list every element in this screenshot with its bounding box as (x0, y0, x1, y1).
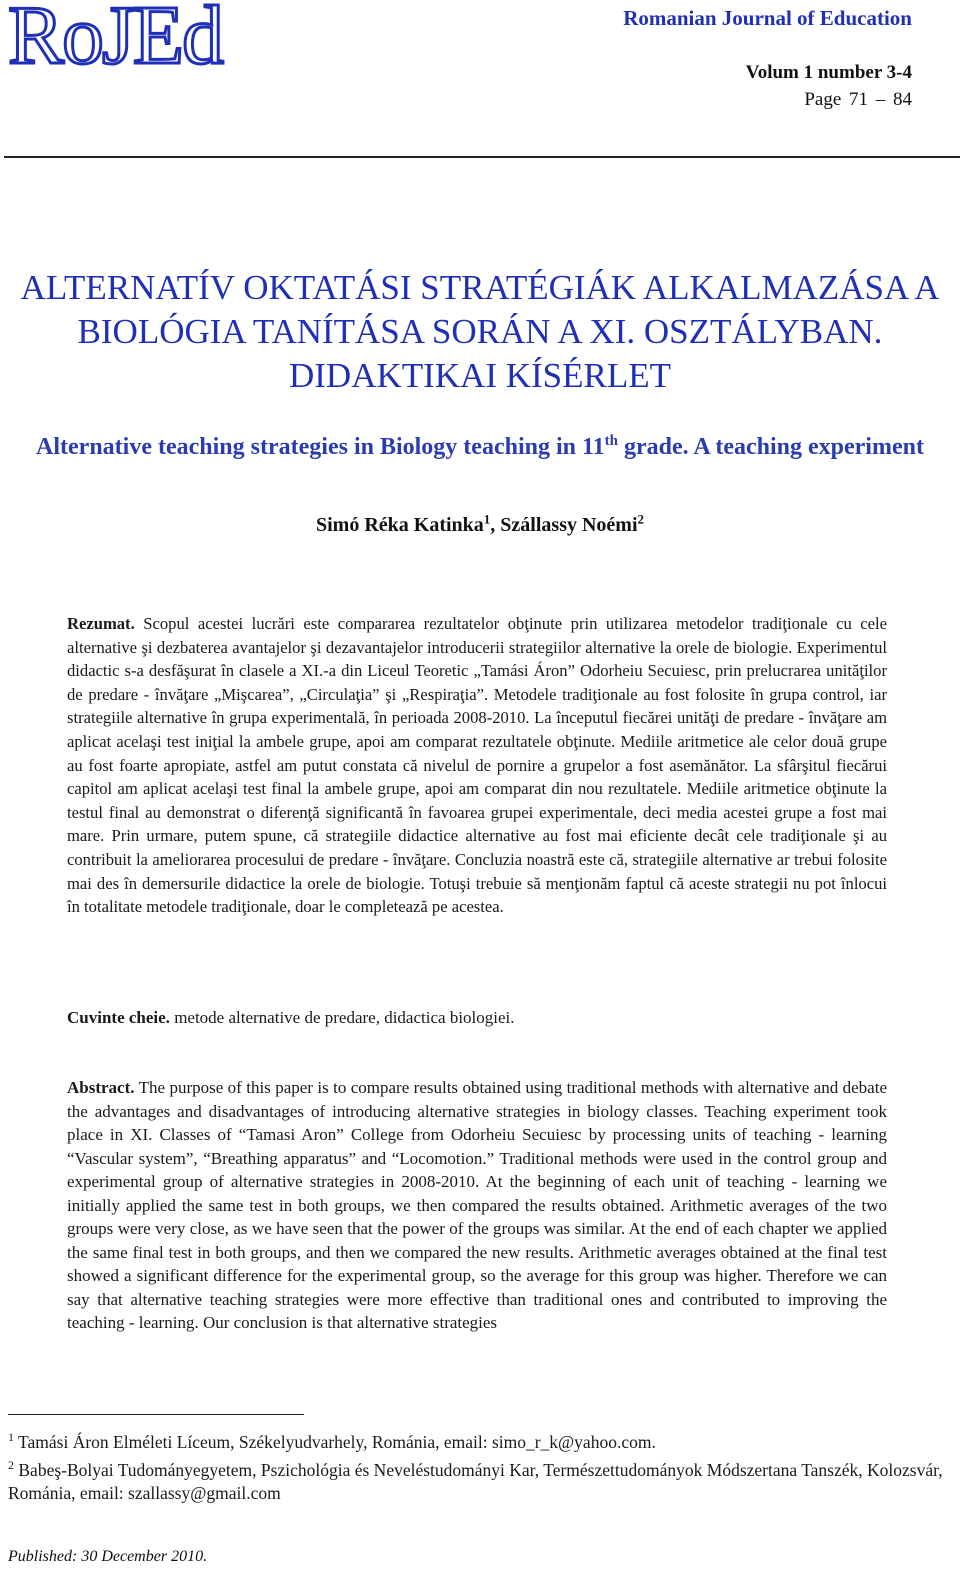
paper-subtitle (20, 430, 940, 464)
journal-logo: RoJEd (8, 0, 223, 82)
footnotes (8, 1426, 952, 1505)
footnote-text: Tamási Áron Elméleti Líceum, Székelyudvarhely, Románia, email: simo_r_k@yahoo.com. (14, 1431, 656, 1452)
author-separator: , (490, 514, 501, 536)
volume-info: Volum 1 number 3-4 (745, 62, 912, 83)
author-list (20, 511, 940, 537)
keywords-paragraph (67, 1006, 887, 1030)
keywords-label: Cuvinte cheie. (67, 1008, 170, 1027)
footnote-number: 1 (8, 1430, 14, 1444)
rezumat-paragraph (67, 612, 887, 919)
author-affiliation-marker: 1 (483, 511, 491, 527)
subtitle-superscript: th (604, 433, 618, 449)
page-range: Page 71 – 84 (804, 89, 912, 110)
publication-date: Published: 30 December 2010. (8, 1548, 208, 1565)
abstract-text: The purpose of this paper is to compare results obtained using traditional methods with alternative and debate the advantages and disadvantages of introducing alternative strategies in biology classes. Teaching experiment took place in XI. Classes of “Tamasi Aron” College from Odorheiu Secuiesc by processing units of teaching - learning “Vascular system”, “Breathing apparatus” and “Locomotion.” Traditional methods were used in the control group and experimental group of alternative strategies in 2008-2010. At the beginning of each unit of teaching - learning we initially applied the same test in both groups, we then compared the results obtained. Arithmetic averages of the two groups were very close, as we have seen that the power of the groups was similar. At the end of each chapter we applied the same final test in both groups, and then we compared the new results. Arithmetic averages obtained at the final test showed a significant difference for the experimental group, so the average for this group was higher. Therefore we can say that alternative teaching strategies were more effective than traditional ones and contributed to improving the teaching - learning. Our conclusion is that alternative strategies (67, 1078, 887, 1332)
author-affiliation-marker: 2 (637, 511, 645, 527)
footnote-item (8, 1454, 952, 1505)
footnote-item (8, 1426, 952, 1454)
footnote-text: Babeş-Bolyai Tudományegyetem, Pszichológia és Neveléstudományi Kar, Természettudományok Módszertana Tanszék, Kolozsvár, Románia, email: szallassy@gmail.com (8, 1459, 943, 1503)
author-name: Simó Réka Katinka (315, 514, 484, 536)
subtitle-text-start: Alternative teaching strategies in Biology teaching in 11 (36, 434, 605, 460)
abstract-label: Abstract. (67, 1078, 135, 1097)
header-divider (4, 156, 960, 158)
footnote-number: 2 (8, 1457, 14, 1472)
rezumat-text: Scopul acestei lucrări este compararea rezultatelor obţinute prin utilizarea metodelor tradiţionale cu cele alternative şi dezbaterea avantajelor şi dezavantajelor introducerii strategiilor alternative la orele de biologie. Experimentul didactic s-a desfăşurat în clasele a XI.-a din Liceul Teoretic „Tamási Áron” Odorheiu Secuiesc, prin prelucrarea unităţilor de predare - învăţare „Mişcarea”, „Circulaţia” şi „Respiraţia”. Metodele tradiţionale au fost folosite în grupa control, iar strategiile alternative în grupa experimentală, în perioada 2008-2010. La începutul fiecărei unităţi de predare - învăţare am aplicat acelaşi test iniţial la ambele grupe, apoi am comparat rezultatele obţinute. Mediile aritmetice ale celor două grupe au fost foarte apropiate, astfel am putut constata că nivelul de pornire a grupelor a fost asemănător. La sfârşitul fiecărui capitol am aplicat acelaşi test final la ambele grupe, apoi am comparat din nou rezultatele. Mediile aritmetice obţinute la testul final au demonstrat o diferenţă significantă în favoarea grupei experimentale, deci media acestei grupe a fost mai mare. Prin urmare, putem spune, că strategiile didactice alternative au fost mai eficiente decât cele tradiţionale şi au contribuit la ameliorarea procesului de predare - învăţare. Concluzia noastră este că, strategiile alternative ar trebui folosite mai des în demersurile didactice la orele de biologie. Totuşi trebuie să menţionăm faptul că aceste strategii nu pot înlocui în totalitate metodele tradiţionale, doar le completează pe acestea. (67, 614, 887, 917)
rezumat-label: Rezumat. (67, 614, 135, 633)
author-name: Szállassy Noémi (500, 514, 638, 536)
abstract-paragraph (67, 1076, 887, 1335)
keywords-text: metode alternative de predare, didactica biologiei. (169, 1008, 515, 1027)
footnote-divider (8, 1414, 304, 1415)
paper-title: ALTERNATÍV OKTATÁSI STRATÉGIÁK ALKALMAZÁSA A BIOLÓGIA TANÍTÁSA SORÁN A XI. OSZTÁLYBAN. DIDAKTIKAI KÍSÉRLET (20, 268, 940, 395)
subtitle-text-end: grade. A teaching experiment (618, 434, 924, 460)
journal-title: Romanian Journal of Education (623, 6, 912, 30)
